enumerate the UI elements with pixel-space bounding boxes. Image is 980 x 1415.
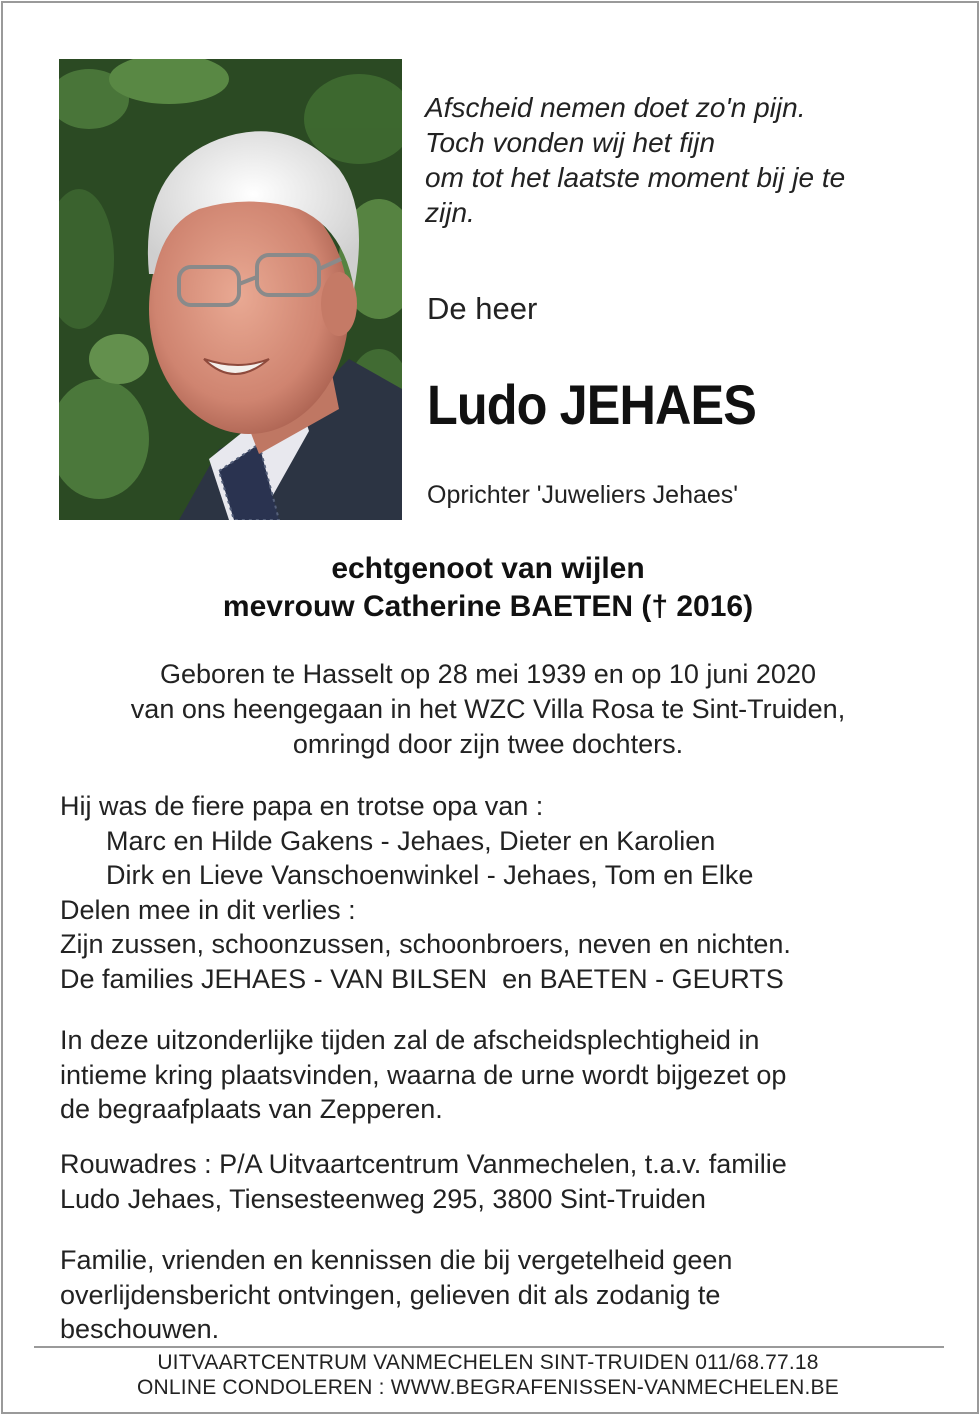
ceremony-line: de begraafplaats van Zepperen. — [60, 1094, 443, 1124]
footer-divider — [34, 1346, 944, 1348]
ceremony-block — [60, 1023, 940, 1127]
address-line: Rouwadres : P/A Uitvaartcentrum Vanmechelen, t.a.v. familie — [60, 1149, 787, 1179]
notice-line: beschouwen. — [60, 1314, 220, 1344]
footer — [0, 1350, 976, 1400]
birth-line: van ons heengegaan in het WZC Villa Rosa te Sint-Truiden, — [130, 694, 846, 724]
spouse-line: mevrouw Catherine BAETEN († 2016) — [222, 590, 754, 623]
poem-line: zijn. — [425, 197, 475, 228]
birth-line: Geboren te Hasselt op 28 mei 1939 en op 10 juni 2020 — [160, 659, 816, 689]
poem-line: Afscheid nemen doet zo'n pijn. — [425, 92, 806, 123]
footer-funeral-home: UITVAARTCENTRUM VANMECHELEN SINT-TRUIDEN 011/68.77.18 — [157, 1351, 819, 1374]
family-block — [60, 789, 940, 996]
address-line: Ludo Jehaes, Tiensesteenweg 295, 3800 Sint-Truiden — [60, 1183, 706, 1214]
notice-line: overlijdensbericht ontvingen, gelieven dit als zodanig te — [60, 1279, 721, 1310]
ceremony-line: intieme kring plaatsvinden, waarna de urne wordt bijgezet op — [60, 1059, 787, 1090]
family-intro: Hij was de fiere papa en trotse opa van : — [60, 791, 544, 821]
relatives-line: De families JEHAES - VAN BILSEN en BAETEN - GEURTS — [60, 963, 784, 994]
portrait-photo — [59, 59, 402, 520]
share-intro: Delen mee in dit verlies : — [60, 894, 356, 925]
footer-condolence-link[interactable]: ONLINE CONDOLEREN : WWW.BEGRAFENISSEN-VANMECHELEN.BE — [137, 1376, 839, 1399]
poem — [425, 90, 925, 230]
ceremony-line: In deze uitzonderlijke tijden zal de afscheidsplechtigheid in — [60, 1025, 760, 1055]
family-child: Dirk en Lieve Vanschoenwinkel - Jehaes, Tom en Elke — [106, 860, 754, 890]
notice-block — [60, 1243, 940, 1347]
spouse-line: echtgenoot van wijlen — [331, 552, 645, 585]
poem-line: Toch vonden wij het fijn — [425, 127, 716, 158]
deceased-title: Oprichter 'Juweliers Jehaes' — [427, 481, 739, 509]
birth-line: omringd door zijn twee dochters. — [292, 729, 684, 759]
family-child: Marc en Hilde Gakens - Jehaes, Dieter en Karolien — [106, 825, 716, 856]
deceased-name: Ludo JEHAES — [427, 373, 756, 436]
spouse-block — [0, 550, 976, 626]
birth-death-block — [0, 657, 976, 762]
honorific: De heer — [427, 291, 538, 326]
relatives-line: Zijn zussen, schoonzussen, schoonbroers, neven en nichten. — [60, 929, 791, 959]
address-block — [60, 1147, 940, 1216]
poem-line: om tot het laatste moment bij je te — [425, 162, 846, 193]
notice-line: Familie, vrienden en kennissen die bij vergetelheid geen — [60, 1245, 733, 1275]
